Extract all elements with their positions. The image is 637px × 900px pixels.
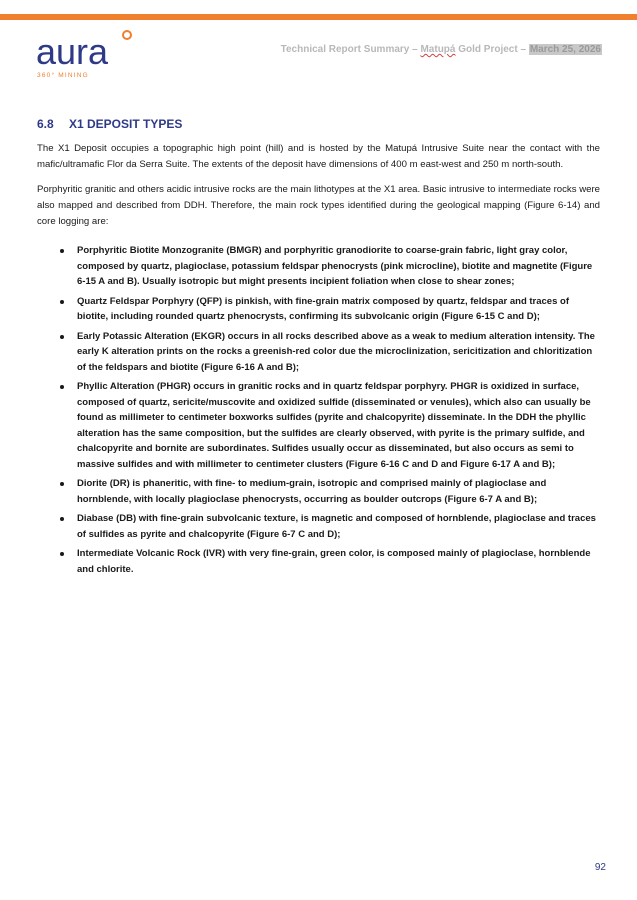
section-heading [37,117,182,131]
logo-tagline: 360° MINING [37,72,89,79]
report-header-title [281,44,602,55]
bullet-icon [60,249,64,253]
paragraph-deposit-description: The X1 Deposit occupies a topographic high point (hill) and is hosted by the Matupá Intrusive Suite near the contact with the mafic/ultramafic Flor da Serra Suite. The extents of the deposit have dimensions of 400 m east-west and 250 m north-south. [37,143,600,170]
list-item [37,476,600,507]
list-item [37,294,600,325]
section-number: 6.8 [37,117,54,131]
bullet-icon [60,300,64,304]
aura-logo [36,28,136,80]
list-item-text: Early Potassic Alteration (EKGR) occurs in all rocks described above as a weak to medium alteration intensity. The early K alteration prints on the rocks a greenish-red color due the microclinization, sericitization and chloritization of the feldspars and biotite (Figure 6-16 A and B); [77,330,595,373]
header-title-prefix: Technical Report Summary – [280,44,421,55]
bullet-icon [60,517,64,521]
bullet-icon [60,335,64,339]
bullet-icon [60,482,64,486]
list-item [37,511,600,542]
header-date: March 25, 2026 [529,44,601,55]
paragraph-lithotypes: Porphyritic granitic and others acidic intrusive rocks are the main lithotypes at the X1 area. Basic intrusive to intermediate rocks were also mapped and described from DDH. Therefore, the main rock types identified during the geological mapping (Figure 6-14) and core logging are: [37,184,600,227]
list-item-text: Quartz Feldspar Porphyry (QFP) is pinkish, with fine-grain matrix composed by quartz, feldspar and traces of biotite, including rounded quartz phenocrysts, confirming its subvolcanic origin (Figure 6-15 C and D); [77,295,569,322]
bullet-icon [60,385,64,389]
header-project-name: Matupá [420,44,456,55]
bullet-icon [60,552,64,556]
list-item-text: Diorite (DR) is phaneritic, with fine- to medium-grain, isotropic and comprised mainly of plagioclase and hornblende, with locally plagioclase phenocrysts, occurring as boulder outcrops (Figure 6-7 A and B); [77,478,547,505]
list-item [37,329,600,376]
list-item [37,243,600,290]
logo-wordmark: aura [36,31,109,72]
list-item-text: Phyllic Alteration (PHGR) occurs in granitic rocks and in quartz feldspar porphyry. PHGR is oxidized in surface, composed of quartz, sericite/muscovite and oxidized sulfide (disseminated or venules), which also can usually be found as millimeter to centimeter boxworks sulfides (pyrite and chalcopyrite) disseminate. In the DDH the phyllic alteration has the same composition, but the sulfides are clearly observed, with pyrite is the primary sulfide, and chalcopyrite and bornite are subordinates. Sulfides usually occur as disseminated, but also occurs as semi to massive sulfides and with millimeter to centimeter clusters (Figure 6-16 C and D and Figure 6-17 A and B); [77,381,591,470]
rock-types-list [37,243,600,581]
list-item [37,379,600,472]
header-accent-bar [0,14,637,20]
list-item-text: Intermediate Volcanic Rock (IVR) with very fine-grain, green color, is composed mainly of plagioclase, hornblende and chlorite. [77,548,591,575]
list-item [37,546,600,577]
page-number: 92 [594,862,606,873]
logo-ring-icon [122,30,132,40]
list-item-text: Porphyritic Biotite Monzogranite (BMGR) and porphyritic granodiorite to coarse-grain fabric, light gray color, composed by quartz, plagioclase, potassium feldspar phenocrysts (pink microcline), biotite and magnetite (Figure 6-15 A and B). Usually isotropic but might presents incipient foliation when close to shear zones; [77,245,593,287]
section-title: X1 DEPOSIT TYPES [69,117,183,131]
list-item-text: Diabase (DB) with fine-grain subvolcanic texture, is magnetic and composed of hornblende, plagioclase and traces of sulfides as pyrite and chalcopyrite (Figure 6-7 C and D); [77,513,596,540]
header-title-suffix: Gold Project – [455,44,529,55]
